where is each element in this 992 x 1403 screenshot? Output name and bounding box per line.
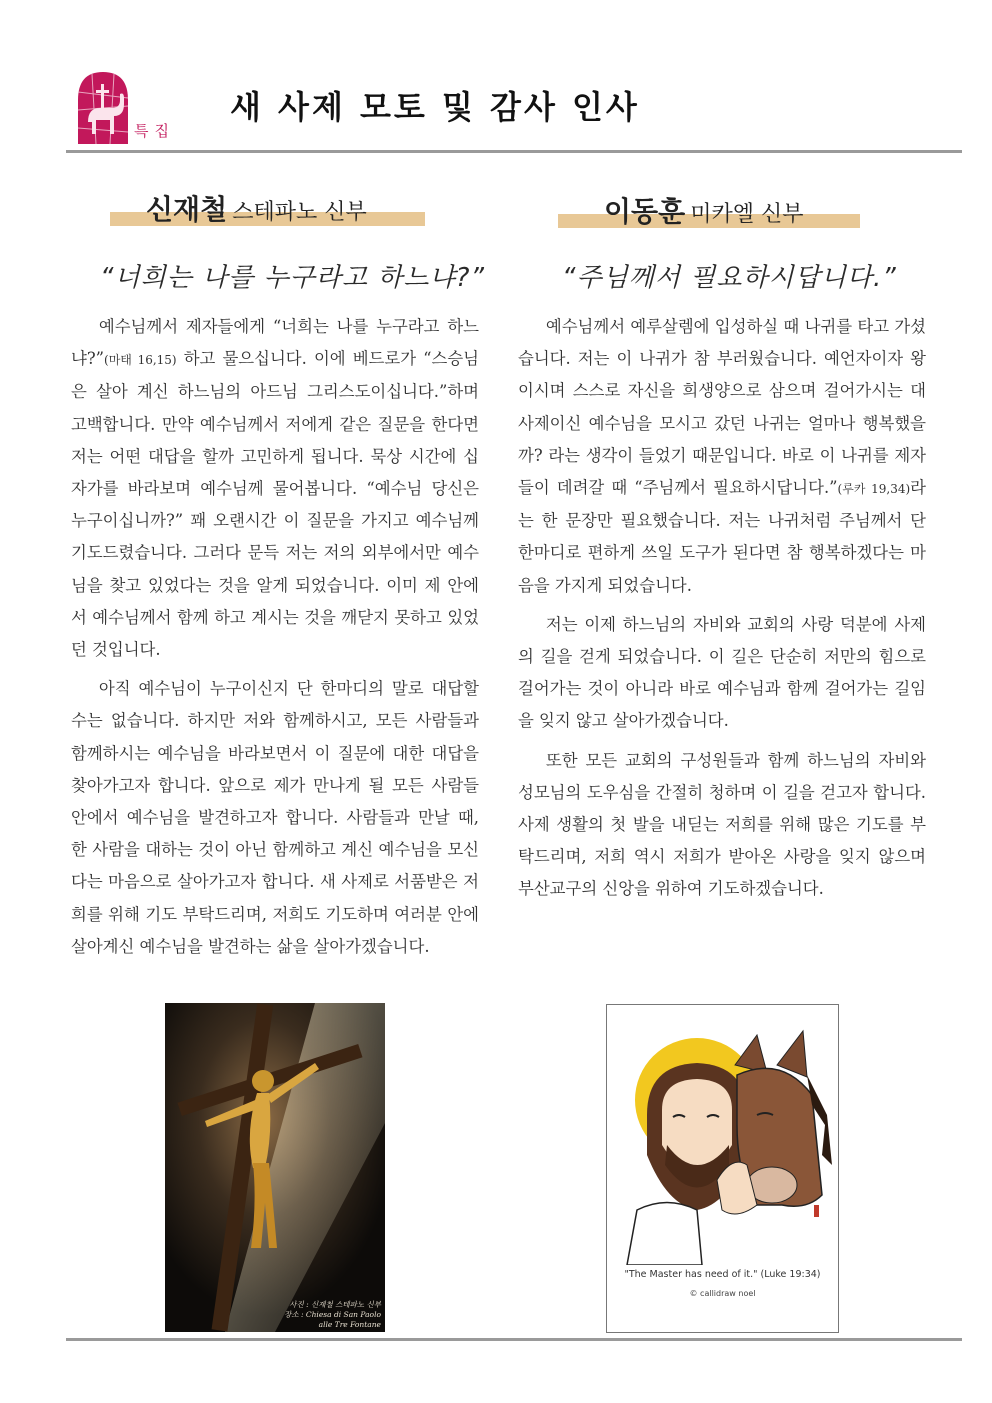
section-tag: 특집 bbox=[134, 122, 175, 140]
bottom-divider bbox=[66, 1338, 962, 1341]
surname-left: 신재철 bbox=[146, 193, 228, 226]
illustration-caption: "The Master has need of it." (Luke 19:34) bbox=[624, 1269, 821, 1280]
jesus-donkey-illustration bbox=[606, 1004, 839, 1333]
paragraph: 아직 예수님이 누구이신지 단 한마디의 말로 대답할 수는 없습니다. 하지만 저와 함께하시고, 모든 사람들과 함께하시는 예수님을 바라보면서 이 질문에 대한 대답을 찾아가고자 합니다. 앞으로 제가 만나게 될 모든 사람들 안에서 예수님을 발견하고자 합니다. 사람들과 만날 때, 한 사람을 대하는 것이 아닌 함께하고 계신 예수님을 모신다는 마음으로 살아가고자 합니다. 새 사제로 서품받은 저희를 위해 기도 부탁드리며, 저희도 기도하며 여러분 안에 살아계신 예수님을 발견하는 삶을 살아가겠습니다. bbox=[71, 679, 479, 956]
baptismal-name-right: 미카엘 신부 bbox=[690, 202, 804, 227]
scripture-ref: (루카 19,34) bbox=[837, 482, 911, 497]
baptismal-name-left: 스테파노 신부 bbox=[232, 200, 367, 225]
scripture-ref: (마태 16,15) bbox=[104, 353, 177, 368]
body-right bbox=[518, 311, 926, 913]
lamb-logo-icon bbox=[74, 70, 132, 144]
paragraph: 또한 모든 교회의 구성원들과 함께 하느님의 자비와 성모님의 도우심을 간절히 청하며 이 길을 걷고자 합니다. 사제 생활의 첫 발을 내딛는 저희를 위해 많은 기도를 부탁드리며, 저희 역시 저희가 받아온 사랑을 잊지 않으며 부산교구의 신앙을 위하여 기도하겠습니다. bbox=[518, 750, 926, 899]
motto-left: “너희는 나를 누구라고 하느냐?” bbox=[100, 263, 485, 293]
priest-name-left bbox=[146, 188, 367, 228]
priest-name-right bbox=[604, 190, 804, 230]
jesus-donkey-icon bbox=[607, 1005, 839, 1265]
top-divider bbox=[66, 150, 962, 153]
surname-right: 이동훈 bbox=[604, 195, 686, 228]
page-title: 새 사제 모토 및 감사 인사 bbox=[230, 88, 640, 126]
crucifix-photo bbox=[165, 1003, 385, 1332]
paragraph: 예수님께서 제자들에게 “너희는 나를 누구라고 하느냐?”(마태 16,15) 하고 물으십니다. 이에 베드로가 “스승님은 살아 계신 하느님의 아드님 그리스도이십니다.”하며 고백합니다. 만약 예수님께서 저에게 같은 질문을 한다면 저는 어떤 대답을 할까 고민하게 됩니다. 묵상 시간에 십자가를 바라보며 예수님께 물어봅니다. “예수님 당신은 누구이십니까?” 꽤 오랜시간 이 질문을 가지고 예수님께 기도드렸습니다. 그러다 문득 저는 저의 외부에서만 예수님을 찾고 있었다는 것을 알게 되었습니다. 이미 제 안에서 예수님께서 함께 하고 계시는 것을 깨닫지 못하고 있었던 것입니다. bbox=[71, 317, 479, 660]
paragraph: 예수님께서 예루살렘에 입성하실 때 나귀를 타고 가셨습니다. 저는 이 나귀가 참 부러웠습니다. 예언자이자 왕이시며 스스로 자신을 희생양으로 삼으며 걸어가시는 대사제이신 예수님을 모시고 갔던 나귀는 얼마나 행복했을까? 라는 생각이 들었기 때문입니다. 바로 이 나귀를 제자들이 데려갈 때 “주님께서 필요하시답니다.”(루카 19,34)라는 한 문장만 필요했습니다. 저는 나귀처럼 주님께서 단 한마디로 편하게 쓰일 도구가 된다면 참 행복하겠다는 마음을 가지게 되었습니다. bbox=[518, 317, 926, 595]
body-left bbox=[71, 311, 479, 970]
paragraph: 저는 이제 하느님의 자비와 교회의 사랑 덕분에 사제의 길을 걷게 되었습니다. 이 길은 단순히 저만의 힘으로 걸어가는 것이 아니라 바로 예수님과 함께 걸어가는 길임을 잊지 않고 살아가겠습니다. bbox=[518, 614, 926, 731]
motto-right: “주님께서 필요하시답니다.” bbox=[562, 263, 897, 293]
illustration-credit: © callidraw noel bbox=[689, 1289, 756, 1298]
crucifix-icon bbox=[165, 1003, 385, 1332]
photo-caption: 사진 : 신재철 스테파노 신부 장소 : Chiesa di San Paolo alle Tre Fontane bbox=[284, 1300, 381, 1329]
